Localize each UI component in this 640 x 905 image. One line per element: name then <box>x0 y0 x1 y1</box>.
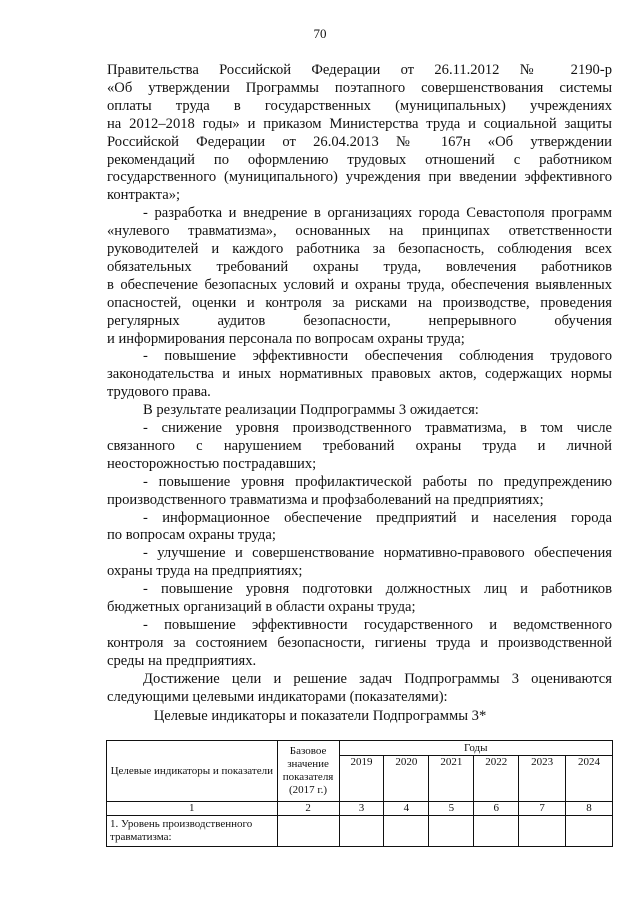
text-line: руководителей и каждого работника за безопасность, соблюдения всех <box>107 241 612 257</box>
header-year: 2021 <box>429 756 474 802</box>
column-number: 2 <box>277 802 339 816</box>
header-base-line: значение <box>287 758 329 770</box>
text-line: рекомендаций по оформлению трудовых отношений с работником <box>107 151 612 168</box>
table-cell <box>384 816 429 847</box>
text-line: трудового права. <box>107 384 211 401</box>
text-line: в обеспечение безопасных условий и охраны труда, обеспечения выявленных <box>107 276 612 293</box>
text-line: производственного травматизма и профзаболеваний на предприятиях; <box>107 491 544 508</box>
text-line: на 2012–2018 годы» и приказом Министерства труда и социальной защиты <box>107 115 612 132</box>
text-line: Правительства Российской Федерации от 26.11.2012 № 2190-р <box>107 62 612 78</box>
header-base-line: (2017 г.) <box>289 784 328 796</box>
table-cell <box>519 816 566 847</box>
text-line: - повышение уровня подготовки должностных лиц и работников <box>143 581 612 598</box>
text-line: законодательства и иных нормативных правовых актов, содержащих нормы <box>107 366 612 383</box>
table-cell <box>277 816 339 847</box>
table-cell <box>566 816 613 847</box>
text-line: охраны труда на предприятиях; <box>107 563 303 580</box>
text-line: - повышение эффективности государственного и ведомственного <box>143 616 612 633</box>
text-line: бюджетных организаций в области охраны труда; <box>107 599 416 615</box>
column-number: 7 <box>519 802 566 816</box>
table-cell <box>474 816 519 847</box>
column-number: 1 <box>107 802 278 816</box>
column-number: 3 <box>339 802 384 816</box>
column-number: 5 <box>429 802 474 816</box>
page-number: 70 <box>313 26 327 41</box>
text-line: по вопросам охраны труда; <box>107 527 276 544</box>
text-line: среды на предприятиях. <box>107 652 257 669</box>
text-line: Достижение цели и решение задач Подпрограммы 3 оцениваются <box>143 670 612 687</box>
text-line: - снижение уровня производственного травматизма, в том числе <box>143 420 612 436</box>
text-line: В результате реализации Подпрограммы 3 ожидается: <box>143 402 479 419</box>
header-year: 2024 <box>566 756 613 802</box>
text-line: - повышение эффективности обеспечения соблюдения трудового <box>143 348 612 365</box>
text-line: - разработка и внедрение в организациях города Севастополя программ <box>143 205 612 222</box>
text-line: «Об утверждении Программы поэтапного совершенствования системы <box>107 79 612 96</box>
text-line: следующими целевыми индикаторами (показателями): <box>107 688 448 705</box>
header-indicator: Целевые индикаторы и показатели <box>107 741 278 802</box>
row-label-line: травматизма: <box>110 831 172 843</box>
header-base-value <box>277 741 339 802</box>
header-year: 2020 <box>384 756 429 802</box>
header-year: 2023 <box>519 756 566 802</box>
row-label-line: 1. Уровень производственного <box>110 818 253 830</box>
text-line: обязательных требований охраны труда, вовлечения работников <box>107 258 612 275</box>
column-number: 8 <box>566 802 613 816</box>
text-line: регулярных аудитов безопасности, непрерывного обучения <box>107 312 612 329</box>
text-line: контракта»; <box>107 187 181 204</box>
header-year: 2022 <box>474 756 519 802</box>
table-cell <box>339 816 384 847</box>
text-line: - информационное обеспечение предприятий и населения города <box>143 509 612 526</box>
text-line: оплаты труда в государственных (муниципальных) учреждениях <box>107 97 612 114</box>
column-number: 4 <box>384 802 429 816</box>
text-line: «нулевого травматизма», основанных на принципах ответственности <box>107 223 612 240</box>
indicators-table <box>106 740 613 847</box>
header-base-line: показателя <box>282 771 334 783</box>
text-line: неосторожностью пострадавших; <box>107 455 317 472</box>
text-line: опасностей, оценки и контроля за рисками на производстве, проведения <box>107 294 612 311</box>
text-line: государственного (муниципального) учреждения при введении эффективного <box>107 169 612 186</box>
header-base-line: Базовое <box>289 745 327 757</box>
text-line: - повышение уровня профилактической работы по предупреждению <box>143 473 612 490</box>
row-label <box>107 816 278 847</box>
text-line: связанного с нарушением требований охраны труда и личной <box>107 437 612 454</box>
text-line: - улучшение и совершенствование нормативно-правового обеспечения <box>143 545 612 562</box>
text-line: Российской Федерации от 26.04.2013 № 167н «Об утверждении <box>107 133 612 150</box>
column-number: 6 <box>474 802 519 816</box>
table-title: Целевые индикаторы и показатели Подпрограммы 3* <box>153 708 487 724</box>
header-year: 2019 <box>339 756 384 802</box>
text-line: и информирования персонала по вопросам охраны труда; <box>107 330 465 347</box>
header-years: Годы <box>339 741 612 756</box>
text-line: контроля за состоянием безопасности, гигиены труда и производственной <box>107 634 612 651</box>
table-cell <box>429 816 474 847</box>
